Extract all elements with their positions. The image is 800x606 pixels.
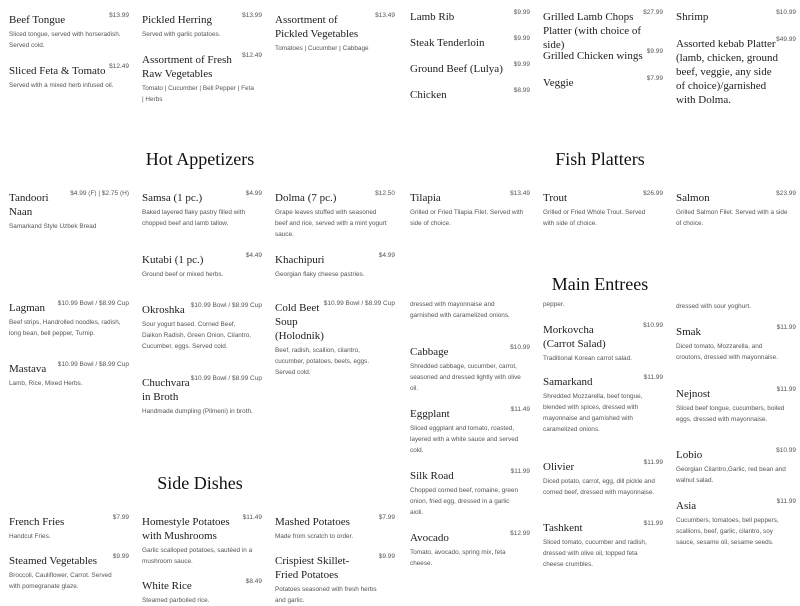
item-price: $12.99 (510, 530, 530, 537)
item-price: $13.99 (109, 12, 129, 19)
item-name: Lobio (676, 449, 703, 461)
menu-item (9, 361, 129, 389)
item-desc: Diced potato, carrot, egg, dill pickle and corned beef, dressed with mayonnaise. (543, 478, 655, 496)
menu-item (142, 252, 262, 280)
menu-item (142, 190, 262, 229)
menu-item (9, 300, 129, 339)
item-name: Mashed Potatoes (275, 516, 350, 528)
section-heading-side-dishes: Side Dishes (157, 473, 243, 493)
item-desc: Beef, radish, scallion, cilantro, cucumber, potatoes, beets, eggs. Served cold. (275, 347, 370, 376)
item-name: French Fries (9, 516, 65, 528)
item-price: $12.49 (242, 52, 262, 59)
item-name: Khachipuri (275, 254, 325, 266)
item-desc: Traditional Korean carrot salad. (543, 355, 632, 362)
menu-item (676, 190, 796, 229)
item-price: $11.99 (643, 459, 663, 466)
item-desc: Garlic scalloped potatoes, sautéed in a mushroom sauce. (142, 547, 253, 565)
item-desc: Georgian flaky cheese pastries. (275, 271, 365, 278)
item-name: Assortment of Fresh Raw Vegetables (142, 54, 232, 80)
item-name: Chicken (410, 89, 447, 101)
item-price: $11.99 (776, 498, 796, 505)
item-price: $9.99 (378, 553, 395, 560)
item-desc: Handmade dumpling (Pilmeni) in broth. (142, 408, 253, 415)
menu-item (410, 87, 530, 102)
menu-item (275, 190, 395, 240)
item-name: Steamed Vegetables (9, 555, 98, 567)
item-name: Cabbage (410, 346, 449, 358)
menu-item (142, 375, 262, 417)
menu-item (543, 322, 663, 364)
menu-item (275, 553, 395, 606)
menu-item (142, 302, 262, 352)
item-desc: Cucumbers, tomatoes, bell peppers, scallions, beef, garlic, cilantro, soy sauce, sesame oil, sesame seeds. (676, 517, 779, 546)
item-name: Pickled Herring (142, 14, 212, 26)
item-desc: Tomatoes | Cucumber | Cabbage (275, 45, 369, 52)
menu-item-continued (543, 297, 657, 310)
item-name: Grilled Lamb Chops Platter (with choice of side) (543, 11, 642, 51)
item-desc: Tomato, avocado, spring mix, feta cheese. (410, 549, 506, 567)
item-name: Lagman (9, 302, 46, 314)
menu-item (9, 553, 129, 592)
item-price: $10.99 Bowl / $8.99 Cup (57, 361, 129, 368)
item-name: Trout (543, 192, 568, 204)
item-name: Avocado (410, 532, 449, 544)
item-price: $11.99 (643, 374, 663, 381)
item-desc: Steamed parboiled rice. (142, 597, 210, 604)
item-desc: Sliced tongue, served with horseradish. Served cold. (9, 31, 121, 49)
item-desc: Shredded Mozzarella, beef tongue, blended with spices, dressed with mayonnaise and garnished with caramelized onions. (543, 393, 643, 433)
item-desc: Grilled Salmon Filet. Served with a side of choice. (676, 209, 788, 227)
item-price: $11.49 (242, 514, 262, 521)
menu-item (9, 190, 129, 232)
item-name: Cold Beet Soup (Holodnik) (275, 302, 324, 342)
item-name: Homestyle Potatoes with Mushrooms (142, 516, 230, 542)
item-price: $10.99 (776, 447, 796, 454)
menu-item (9, 514, 129, 542)
item-price: $7.99 (112, 514, 129, 521)
menu-item (410, 190, 530, 229)
item-price: $10.99 Bowl / $8.99 Cup (190, 375, 262, 382)
item-name: Beef Tongue (9, 14, 66, 26)
item-price: $10.99 Bowl / $8.99 Cup (190, 302, 262, 309)
item-price: $10.99 (510, 344, 530, 351)
item-price: $27.99 (643, 9, 663, 16)
item-name: Kutabi (1 pc.) (142, 254, 204, 266)
menu-item (410, 530, 530, 569)
item-desc: Diced tomato, Mozzarella, and croutons, dressed with mayonnaise. (676, 343, 778, 361)
menu-item (9, 12, 129, 51)
item-desc: Grilled or Fried Tilapia Filet. Served with side of choice. (410, 209, 524, 227)
item-price: $9.99 (112, 553, 129, 560)
item-desc: Ground beef or mixed herbs. (142, 271, 224, 278)
item-price: $26.99 (643, 190, 663, 197)
menu-item (543, 374, 663, 435)
item-name: Grilled Chicken wings (543, 50, 643, 62)
item-desc: Handcut Fries. (9, 533, 51, 540)
item-name: Shrimp (676, 11, 709, 23)
item-price: $9.99 (513, 35, 530, 42)
item-price: $12.49 (109, 63, 129, 70)
item-price: $11.99 (510, 468, 530, 475)
menu-item (676, 9, 796, 24)
menu-item (142, 52, 262, 105)
menu-item (275, 12, 395, 54)
item-desc: Served with a mixed herb infused oil. (9, 82, 114, 89)
item-name: Ground Beef (Lulya) (410, 63, 503, 75)
item-name: Crispiest Skillet-Fried Potatoes (275, 555, 350, 581)
item-name: Tandoori Naan (9, 192, 49, 218)
item-name: Assortment of Pickled Vegetables (275, 14, 359, 40)
item-desc: pepper. (543, 301, 565, 308)
menu-item (275, 300, 395, 378)
menu-item (275, 252, 395, 280)
item-name: Eggplant (410, 408, 450, 420)
menu-item (142, 578, 262, 606)
item-price: $10.99 (776, 9, 796, 16)
item-name: Samsa (1 pc.) (142, 192, 203, 204)
item-name: Tashkent (543, 522, 583, 534)
menu-item-continued (676, 299, 790, 312)
menu-item (543, 459, 663, 498)
menu-item-continued (410, 297, 524, 321)
item-desc: dressed with mayonnaise and garnished with caramelized onions. (410, 301, 510, 319)
item-desc: Made from scratch to order. (275, 533, 354, 540)
section-heading-fish-platters: Fish Platters (555, 149, 645, 169)
item-price: $10.99 Bowl / $8.99 Cup (323, 300, 395, 307)
menu-item (410, 344, 530, 394)
menu-item (676, 447, 796, 486)
section-heading-main-entrees: Main Entrees (551, 274, 649, 294)
item-desc: Chopped corned beef, romaine, green onion, fried egg, dressed in a garlic aioli. (410, 487, 519, 516)
menu-item (543, 75, 663, 90)
menu-item (676, 386, 796, 425)
item-desc: Baked layered flaky pastry filled with chopped beef and lamb tallow. (142, 209, 246, 227)
item-name: Tilapia (410, 192, 441, 204)
item-name: Silk Road (410, 470, 454, 482)
item-desc: Samarkand Style Uzbek Bread (9, 223, 97, 230)
item-desc: Sliced beef tongue, cucumbers, boiled eggs, dressed with mayonnaise. (676, 405, 785, 423)
item-name: Samarkand (543, 376, 593, 388)
menu-item (676, 324, 796, 363)
item-desc: Lamb, Rice, Mixed Herbs. (9, 380, 83, 387)
item-price: $11.99 (776, 386, 796, 393)
menu-item (410, 35, 530, 50)
item-name: Chuchvara in Broth (142, 377, 190, 403)
item-price: $10.99 (643, 322, 663, 329)
menu-item (410, 406, 530, 456)
item-price: $12.50 (375, 190, 395, 197)
item-desc: Sliced eggplant and tomato, roasted, layered with a white sauce and served cold. (410, 425, 519, 454)
item-price: $11.99 (643, 520, 663, 527)
item-price: $4.99 (378, 252, 395, 259)
item-price: $9.99 (646, 48, 663, 55)
menu-item (543, 48, 663, 63)
item-price: $8.99 (513, 87, 530, 94)
item-name: Smak (676, 326, 702, 338)
item-price: $23.99 (776, 190, 796, 197)
item-price: $10.99 Bowl / $8.99 Cup (57, 300, 129, 307)
item-desc: Shredded cabbage, cucumber, carrot, seasoned and dressed lightly with olive oil. (410, 363, 521, 392)
item-name: Salmon (676, 192, 710, 204)
item-desc: dressed with sour yoghurt. (676, 303, 751, 310)
item-name: Okroshka (142, 304, 185, 316)
item-desc: Grape leaves stuffed with seasoned beef and rice, served with a mint yogurt sauce. (275, 209, 387, 238)
item-name: Assorted kebab Platter (lamb, chicken, ground beef, veggie, any side of choice)/garnished with Dolma. (676, 38, 779, 106)
menu-item (543, 520, 663, 570)
item-price: $13.49 (375, 12, 395, 19)
menu-item (410, 61, 530, 76)
item-desc: Tomato | Cucumber | Bell Pepper | Feta | Herbs (142, 85, 254, 103)
item-desc: Beef strips, Handrolled noodles, radish, long bean, bell pepper, Turnip. (9, 319, 121, 337)
menu-item (142, 12, 262, 40)
item-price: $4.49 (245, 252, 262, 259)
item-desc: Georgian Cilantro,Garlic, red bean and walnut salad. (676, 466, 786, 484)
item-price: $4.99 (245, 190, 262, 197)
item-price: $13.49 (510, 190, 530, 197)
item-desc: Served with garlic potatoes. (142, 31, 221, 38)
item-name: Asia (676, 500, 697, 512)
item-name: Veggie (543, 77, 574, 89)
menu-item (410, 9, 530, 24)
item-desc: Grilled or Fried Whole Trout. Served with side of choice. (543, 209, 646, 227)
item-price: $7.99 (378, 514, 395, 521)
item-name: Steak Tenderloin (410, 37, 485, 49)
item-name: Sliced Feta & Tomato (9, 65, 106, 77)
item-price: $7.99 (646, 75, 663, 82)
item-desc: Sliced tomato, cucumber and radish, dressed with olive oil, topped feta cheese crumbles. (543, 539, 647, 568)
item-name: Nejnost (676, 388, 711, 400)
item-name: White Rice (142, 580, 192, 592)
section-heading-hot-appetizers: Hot Appetizers (145, 149, 255, 169)
item-price: $13.99 (242, 12, 262, 19)
menu-item (543, 190, 663, 229)
menu-item (9, 63, 129, 91)
menu-item (676, 36, 796, 107)
item-price: $11.49 (510, 406, 530, 413)
menu-item (410, 468, 530, 518)
item-name: Lamb Rib (410, 11, 455, 23)
item-desc: Potatoes seasoned with fresh herbs and garlic. (275, 586, 377, 604)
item-name: Morkovcha (Carrot Salad) (543, 324, 606, 350)
item-price: $8.49 (245, 578, 262, 585)
menu-item (275, 514, 395, 542)
item-price: $49.99 (776, 36, 796, 43)
item-name: Mastava (9, 363, 47, 375)
item-desc: Sour yogurt based. Corned Beef, Daikon Radish, Green Onion, Cilantro, Cucumber, eggs. Served cold. (142, 321, 252, 350)
menu-item (676, 498, 796, 548)
item-price: $9.99 (513, 9, 530, 16)
item-name: Olivier (543, 461, 575, 473)
item-name: Dolma (7 pc.) (275, 192, 337, 204)
item-desc: Broccoli, Cauliflower, Carrot. Served with pomegranate glaze. (9, 572, 112, 590)
item-price: $4.99 (F) | $2.75 (H) (70, 190, 129, 197)
item-price: $11.99 (776, 324, 796, 331)
item-price: $9.99 (513, 61, 530, 68)
menu-item (142, 514, 262, 567)
